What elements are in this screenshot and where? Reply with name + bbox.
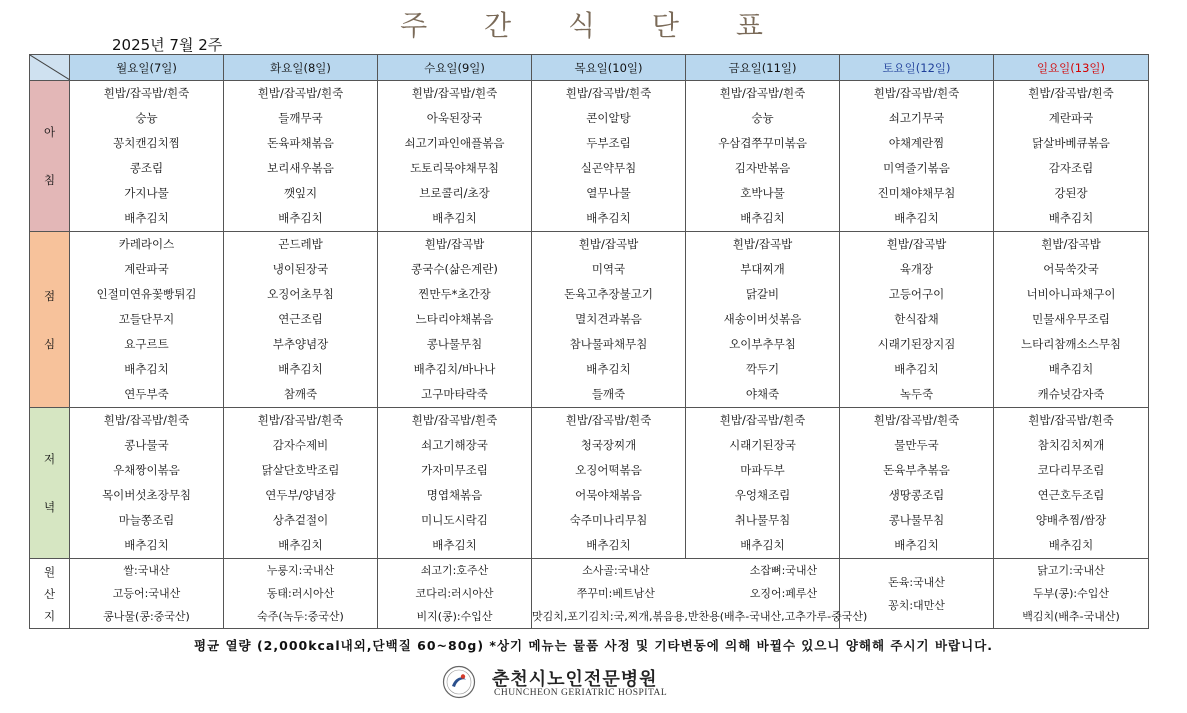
menu-item: 숭늉 <box>135 111 158 125</box>
lunch-row <box>30 232 1149 408</box>
menu-item: 쇠고기파인애플볶음 <box>404 136 505 150</box>
menu-item: 코다리무조림 <box>1037 463 1105 477</box>
origin-cell <box>378 559 532 629</box>
origin-item: 숙주(녹두:중국산) <box>257 610 344 623</box>
menu-item: 흰밥/잡곡밥 <box>1041 237 1101 251</box>
menu-item: 흰밥/잡곡밥/흰죽 <box>411 413 498 427</box>
menu-item: 어묵야채볶음 <box>575 488 642 502</box>
origin-item: 오징어:페루산 <box>749 587 818 600</box>
menu-item: 흰밥/잡곡밥/흰죽 <box>1028 413 1114 427</box>
menu-item: 고등어구이 <box>888 287 945 301</box>
menu-item: 돈육고추장불고기 <box>564 287 653 301</box>
menu-item: 마늘쫑조림 <box>118 513 175 527</box>
menu-item: 콩조림 <box>129 161 164 175</box>
menu-item: 우채짱이볶음 <box>113 463 180 477</box>
menu-item: 닭살단호박조림 <box>261 463 340 477</box>
menu-cell <box>840 408 994 559</box>
menu-item: 양배추찜/쌈장 <box>1035 513 1107 527</box>
menu-item: 배추김치 <box>894 538 939 552</box>
origin-item: 쇠고기:호주산 <box>420 564 489 577</box>
menu-item: 부대찌개 <box>740 262 785 276</box>
menu-item: 돈육부추볶음 <box>883 463 950 477</box>
menu-item: 숙주미나리무침 <box>569 513 648 527</box>
menu-cell <box>532 81 686 232</box>
menu-item: 배추김치 <box>894 362 939 376</box>
menu-item: 오징어떡볶음 <box>575 463 642 477</box>
menu-item: 마파두부 <box>740 463 785 477</box>
menu-item: 생땅콩조림 <box>888 488 945 502</box>
menu-item: 배추김치 <box>894 211 939 225</box>
corner-cell <box>30 55 70 81</box>
menu-item: 닭갈비 <box>745 287 780 301</box>
menu-item: 보리새우볶음 <box>267 161 334 175</box>
menu-item: 흰밥/잡곡밥/흰죽 <box>565 86 652 100</box>
menu-cell <box>840 81 994 232</box>
hospital-logo-icon <box>442 665 476 699</box>
menu-item: 브로콜리/초장 <box>419 186 490 200</box>
menu-item: 흰밥/잡곡밥/흰죽 <box>719 86 806 100</box>
menu-item: 흰밥/잡곡밥/흰죽 <box>719 413 806 427</box>
menu-item: 콩국수(삶은계란) <box>411 262 498 276</box>
menu-item: 들깨무국 <box>278 111 323 125</box>
origin-item: 소잡뼈:국내산 <box>749 564 818 577</box>
menu-item: 배추김치 <box>586 362 631 376</box>
menu-item: 카레라이스 <box>118 237 175 251</box>
origin-item: 백김치(배추-국내산) <box>1022 610 1120 623</box>
menu-cell <box>224 408 378 559</box>
menu-item: 배추김치 <box>278 211 323 225</box>
day-header: 목요일(10일) <box>532 55 686 81</box>
menu-item: 고구마타락죽 <box>421 387 488 401</box>
menu-item: 느타리참깨소스무침 <box>1021 337 1121 351</box>
menu-item: 꽁치캔김치찜 <box>113 136 180 150</box>
menu-item: 인절미연유꽃빵튀김 <box>96 287 197 301</box>
menu-item: 쇠고기무국 <box>888 111 945 125</box>
day-header-row <box>30 55 1149 81</box>
menu-cell <box>224 232 378 408</box>
day-header: 월요일(7일) <box>70 55 224 81</box>
menu-item: 어묵쑥갓국 <box>1043 262 1099 276</box>
menu-item: 열무나물 <box>586 186 631 200</box>
menu-item: 곤드레밥 <box>278 237 323 251</box>
menu-item: 녹두죽 <box>899 387 934 401</box>
menu-cell <box>686 408 840 559</box>
menu-item: 참깨죽 <box>283 387 318 401</box>
menu-item: 흰밥/잡곡밥/흰죽 <box>873 86 960 100</box>
menu-item: 시래기된장지짐 <box>877 337 956 351</box>
menu-cell <box>994 81 1149 232</box>
menu-cell <box>378 81 532 232</box>
menu-item: 배추김치 <box>432 538 477 552</box>
origin-label: 원 산 지 <box>30 559 70 629</box>
origin-row <box>30 559 1149 629</box>
menu-item: 새송이버섯볶음 <box>723 312 802 326</box>
origin-item: 소사골:국내산 <box>582 564 650 577</box>
menu-item: 너비아니파채구이 <box>1026 287 1116 301</box>
menu-item: 목이버섯초장무침 <box>102 488 191 502</box>
menu-item: 배추김치 <box>124 538 169 552</box>
menu-item: 물만두국 <box>894 438 939 452</box>
menu-item: 오징어초무침 <box>267 287 334 301</box>
menu-item: 야채계란찜 <box>888 136 945 150</box>
menu-cell <box>532 232 686 408</box>
diagonal-line-icon <box>30 55 70 80</box>
menu-cell <box>70 232 224 408</box>
menu-item: 강된장 <box>1054 186 1088 200</box>
menu-item: 부추양념장 <box>272 337 329 351</box>
menu-item: 깻잎지 <box>283 186 318 200</box>
menu-item: 멸치견과볶음 <box>575 312 642 326</box>
menu-item: 취나물무침 <box>734 513 791 527</box>
origin-item: 닭고기:국내산 <box>1037 564 1105 577</box>
menu-item: 숭늉 <box>751 111 774 125</box>
hospital-name-en: CHUNCHEON GERIATRIC HOSPITAL <box>494 688 668 698</box>
menu-item: 연두부죽 <box>124 387 169 401</box>
menu-item: 실곤약무침 <box>580 161 637 175</box>
day-header-sunday: 일요일(13일) <box>994 55 1149 81</box>
menu-item: 콩나물국 <box>124 438 169 452</box>
menu-item: 계란파국 <box>124 262 169 276</box>
menu-item: 명엽채볶음 <box>426 488 483 502</box>
menu-item: 흰밥/잡곡밥 <box>424 237 485 251</box>
menu-item: 흰밥/잡곡밥/흰죽 <box>103 413 190 427</box>
page-title: 주 간 식 단 표 <box>400 9 787 42</box>
menu-item: 오이부추무침 <box>729 337 796 351</box>
menu-item: 배추김치 <box>1048 362 1094 376</box>
menu-item: 배추김치 <box>740 211 785 225</box>
menu-item: 연근호두조림 <box>1037 488 1105 502</box>
hospital-name: 춘천시노인전문병원 <box>492 669 658 690</box>
origin-item: 돈육:국내산 <box>888 575 945 589</box>
menu-item: 들깨죽 <box>591 387 626 401</box>
dinner-row <box>30 408 1149 559</box>
origin-cell <box>994 559 1149 629</box>
menu-item: 흰밥/잡곡밥 <box>886 237 947 251</box>
menu-cell <box>224 81 378 232</box>
menu-item: 흰밥/잡곡밥/흰죽 <box>1028 86 1114 100</box>
origin-cell <box>70 559 224 629</box>
menu-item: 배추김치 <box>432 211 477 225</box>
menu-item: 느타리야채볶음 <box>415 312 494 326</box>
origin-item: 비지(콩):수입산 <box>416 610 493 623</box>
week-label: 2025년 7월 2주 <box>112 36 223 54</box>
menu-item: 냉이된장국 <box>272 262 329 276</box>
origin-item: 고등어:국내산 <box>112 587 181 600</box>
menu-item: 우엉채조림 <box>734 488 791 502</box>
menu-item: 쇠고기해장국 <box>421 438 488 452</box>
origin-item: 동태:러시아산 <box>266 587 335 600</box>
day-header: 수요일(9일) <box>378 55 532 81</box>
menu-item: 흰밥/잡곡밥 <box>732 237 793 251</box>
menu-item: 흰밥/잡곡밥/흰죽 <box>257 413 344 427</box>
menu-item: 깍두기 <box>745 362 780 376</box>
menu-item: 육개장 <box>899 262 934 276</box>
menu-item: 연근조림 <box>278 312 323 326</box>
menu-item: 상추겉절이 <box>272 513 329 527</box>
day-header: 화요일(8일) <box>224 55 378 81</box>
menu-cell <box>686 81 840 232</box>
menu-cell <box>994 408 1149 559</box>
menu-item: 호박나물 <box>740 186 785 200</box>
menu-item: 미역줄기볶음 <box>883 161 950 175</box>
menu-item: 찐만두*초간장 <box>418 287 491 301</box>
menu-item: 돈육파채볶음 <box>267 136 334 150</box>
menu-item: 배추김치 <box>1048 211 1094 225</box>
menu-item: 흰밥/잡곡밥/흰죽 <box>257 86 344 100</box>
menu-item: 미니도시락김 <box>421 513 488 527</box>
menu-item: 가자미무조림 <box>421 463 488 477</box>
menu-item: 캐슈넛감자죽 <box>1037 387 1105 401</box>
origin-item: 콩나물(콩:중국산) <box>103 610 190 623</box>
menu-item: 두부조림 <box>586 136 631 150</box>
origin-item: 코다리:러시아산 <box>415 587 494 600</box>
menu-cell <box>686 232 840 408</box>
menu-item: 야채죽 <box>745 387 780 401</box>
menu-cell <box>840 232 994 408</box>
origin-item: 누룽지:국내산 <box>266 564 335 577</box>
menu-item: 흰밥/잡곡밥/흰죽 <box>873 413 960 427</box>
menu-item: 배추김치 <box>1048 538 1094 552</box>
menu-item: 흰밥/잡곡밥/흰죽 <box>103 86 190 100</box>
menu-item: 꼬들단무지 <box>118 312 175 326</box>
menu-item: 감자수제비 <box>272 438 329 452</box>
menu-item: 콘이알탕 <box>586 111 631 125</box>
menu-item: 청국장찌개 <box>580 438 637 452</box>
menu-item: 아욱된장국 <box>426 111 483 125</box>
menu-item: 배추김치 <box>124 211 169 225</box>
origin-cell <box>224 559 378 629</box>
menu-cell <box>70 408 224 559</box>
weekly-menu-table <box>29 54 1149 629</box>
menu-item: 연두부/양념장 <box>265 488 336 502</box>
origin-item: 쭈꾸미:베트남산 <box>576 587 655 600</box>
menu-item: 배추김치 <box>586 211 631 225</box>
menu-item: 배추김치 <box>586 538 631 552</box>
menu-item: 요구르트 <box>124 337 169 351</box>
menu-item: 민물새우무조림 <box>1032 312 1110 326</box>
menu-item: 닭살바베큐볶음 <box>1032 136 1110 150</box>
menu-item: 콩나물무침 <box>426 337 483 351</box>
menu-item: 가지나물 <box>124 186 169 200</box>
menu-cell <box>378 408 532 559</box>
origin-item: 쌀:국내산 <box>123 564 170 577</box>
menu-cell <box>378 232 532 408</box>
menu-item: 참치김치찌개 <box>1037 438 1105 452</box>
menu-item: 배추김치 <box>278 538 323 552</box>
menu-cell <box>70 81 224 232</box>
origin-merged-text: 맛김치,포기김치:국,찌개,볶음용,반찬용(배추-국내산,고추가루-중국산) <box>532 610 868 623</box>
menu-item: 한식잡채 <box>894 312 939 326</box>
menu-item: 참나물파채무침 <box>569 337 648 351</box>
menu-item: 시래기된장국 <box>729 438 796 452</box>
origin-item: 두부(콩):수입산 <box>1032 587 1110 600</box>
menu-item: 진미채야채무침 <box>877 186 956 200</box>
meal-label-lunch: 점 심 <box>30 232 70 408</box>
day-header: 금요일(11일) <box>686 55 840 81</box>
meal-label-dinner: 저 녁 <box>30 408 70 559</box>
menu-item: 배추김치 <box>278 362 323 376</box>
menu-item: 흰밥/잡곡밥/흰죽 <box>411 86 498 100</box>
origin-cell-merged <box>532 559 868 629</box>
menu-item: 흰밥/잡곡밥 <box>578 237 639 251</box>
menu-item: 배추김치 <box>740 538 785 552</box>
menu-item: 콩나물무침 <box>888 513 945 527</box>
menu-item: 미역국 <box>591 262 626 276</box>
menu-item: 배추김치/바나나 <box>413 362 496 376</box>
menu-item: 계란파국 <box>1048 111 1094 125</box>
menu-item: 흰밥/잡곡밥/흰죽 <box>565 413 652 427</box>
day-header-saturday: 토요일(12일) <box>840 55 994 81</box>
menu-cell <box>994 232 1149 408</box>
menu-item: 김자반볶음 <box>734 161 791 175</box>
menu-item: 감자조림 <box>1048 161 1094 175</box>
breakfast-row <box>30 81 1149 232</box>
menu-cell <box>532 408 686 559</box>
menu-item: 배추김치 <box>124 362 169 376</box>
menu-item: 우삼겹쭈꾸미볶음 <box>718 136 807 150</box>
footer-note: 평균 열량 (2,000kcal내외,단백질 60~80g) *상기 메뉴는 물품 사정 및 기타변동에 의해 바뀔수 있으니 양해해 주시기 바랍니다. <box>193 638 994 653</box>
origin-item: 꽁치:대만산 <box>888 598 945 612</box>
meal-label-breakfast: 아 침 <box>30 81 70 232</box>
origin-subcell <box>532 559 700 605</box>
menu-item: 도토리묵야채무침 <box>410 161 499 175</box>
